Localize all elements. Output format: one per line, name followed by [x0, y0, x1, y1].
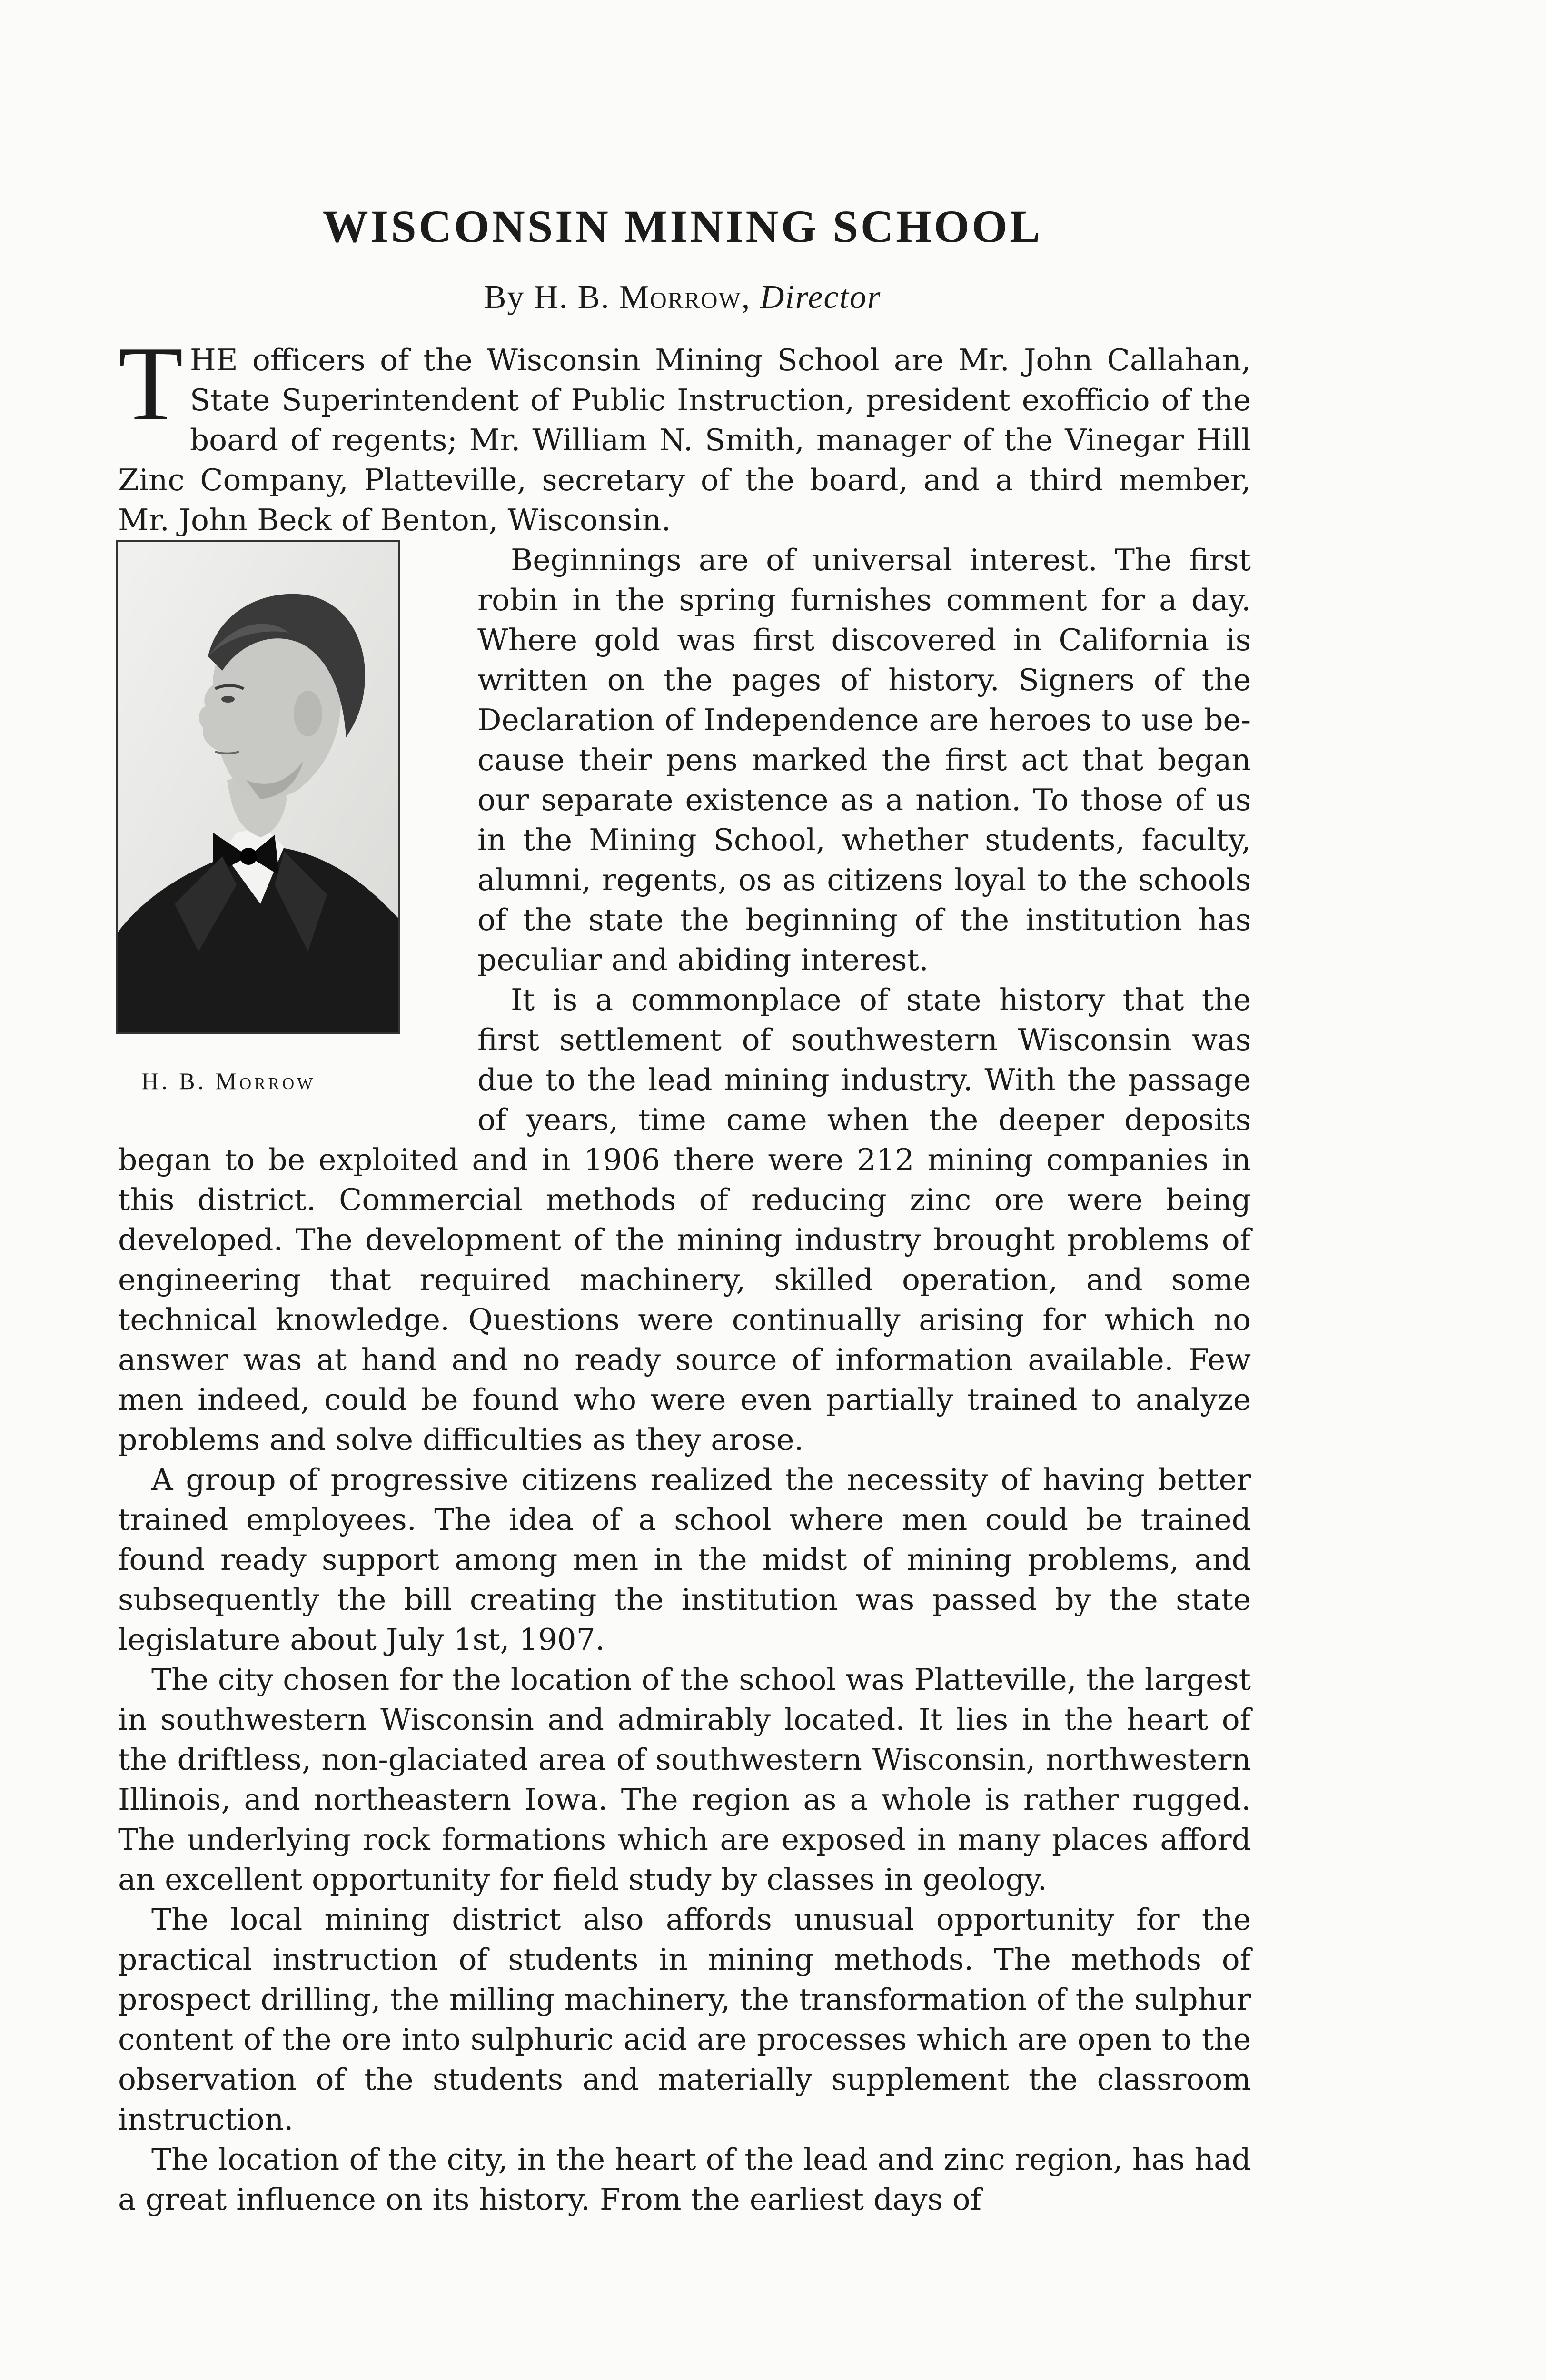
paragraph-7: The location of the city, in the heart of the lead and zinc region, has had a great influence on its history. From the earliest days of [118, 2142, 1251, 2217]
paragraph-5: The city chosen for the location of the school was Platteville, the largest in southwestern Wisconsin and admirably located. It lies in the heart of the driftless, non-glaciated area of southwestern Wisconsin, northwestern Illinois, and northeastern Iowa. The region as a whole is rather rugged. The underlying rock formations which are exposed in many places afford an excellent opportunity for field study by classes in geology. [118, 1662, 1251, 1897]
byline-separator: , [741, 279, 760, 316]
paragraph-1-text: HE officers of the Wisconsin Mining School are Mr. John Callahan, State Superintendent of Public Instruction, president exofficio of the board of regents; Mr. William N. Smith, manager of the Vinegar Hill Zinc Company, Platteville, secretary of the board, and a third member, Mr. John Beck of Benton, Wisconsin. [118, 343, 1251, 537]
drop-cap: T [118, 325, 183, 443]
paragraph-1 [118, 325, 1251, 540]
byline-prefix: By H. B. [484, 279, 620, 316]
article-title: WISCONSIN MINING SCHOOL [322, 201, 1043, 252]
paragraph-3: It is a commonplace of state history that the first settlement of southwestern Wisconsin was due to the lead mining industry. With the passage of years, time came when the deeper deposits began to be exploited and in 1906 there were 212 mining companies in this district. Commercial methods of reducing zinc ore were being developed. The development of the mining industry brought problems of engineering that required machinery, skilled operation, and some technical knowledge. Questions were continually arising for which no answer was at hand and no ready source of information available. Few men indeed, could be found who were even partially trained to analyze problems and solve difficulties as they arose. [118, 982, 1251, 1457]
paragraph-4: A group of progressive citizens realized the necessity of having better trained employees. The idea of a school where men could be trained found ready support among men in the midst of mining problems, and subsequently the bill creating the institution was passed by the state legislature about July 1st, 1907. [118, 1462, 1251, 1657]
article-body [118, 325, 1251, 2220]
portrait-caption: H. B. Morrow [141, 1068, 316, 1094]
byline-author: Morrow [619, 279, 742, 316]
author-portrait-figure [116, 540, 444, 1101]
paragraph-6: The local mining district also affords unusual opportunity for the practical instruction of students in mining methods. The methods of prospect drilling, the milling machinery, the transformation of the sulphur content of the ore into sulphuric acid are processes which are open to the observation of the students and materially supplement the classroom instruction. [118, 1902, 1251, 2137]
author-portrait-photo [116, 540, 400, 1034]
byline-role: Director [760, 279, 882, 316]
byline [0, 278, 1365, 317]
paragraph-2: Beginnings are of universal interest. The first robin in the spring furnishes comment for a day. Where gold was first discovered in California is written on the pages of history. Signers of the Declaration of Independence are heroes to use because their pens marked the first act that began our separate existence as a nation. To those of us in the Mining School, whether students, faculty, alumni, regents, os as citizens loyal to the schools of the state the beginning of the institution has peculiar and abiding interest. [477, 543, 1251, 977]
portrait-image [118, 542, 398, 1032]
